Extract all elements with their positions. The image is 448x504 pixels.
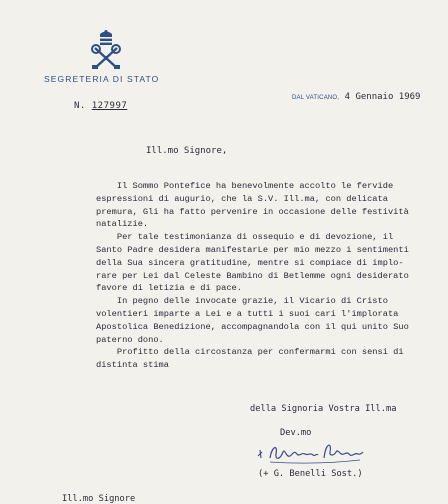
letterhead-office: SEGRETERIA DI STATO — [44, 74, 160, 84]
paragraph: Il Sommo Pontefice ha benevolmente accolto le fervide espressioni di augurio, che la S.V. Ill.ma, con delicata premura, Gli ha fatto pervenire in occasione delle festività natalizie. — [96, 181, 409, 230]
paragraph: Per tale testimonianza di ossequio e di devozione, il Santo Padre desidera manifestarLe per mio mezzo i sentimenti della Sua sincera gratitudine, mentre si compiace di implo- rare per Lei dal Celeste Bambino di Betlemme ogni desiderato favore di letizia e di pace. — [96, 232, 409, 294]
paragraph: In pegno delle invocate grazie, il Vicario di Cristo volentieri imparte a Lei e a tutti i suoi cari l'implorata Apostolica Benedizione, accompagnandola con il qui unito Suo paterno dono. — [96, 296, 409, 345]
signatory-name: (+ G. Benelli Sost.) — [258, 469, 363, 479]
handwritten-signature — [256, 438, 364, 468]
letter-body — [96, 180, 426, 372]
addressee-line: Ill.mo Signore — [62, 494, 136, 504]
date-month-year: Gennaio 1969 — [355, 92, 421, 102]
date-day: 4 — [344, 92, 351, 102]
closing-dev: Dev.mo — [280, 428, 312, 438]
date-place: DAL VATICANO, — [292, 95, 340, 101]
paragraph: Profitto della circostanza per confermarmi con sensi di distinta stima — [96, 347, 404, 371]
protocol-prefix: N. — [74, 101, 86, 111]
protocol-number — [74, 101, 127, 111]
salutation: Ill.mo Signore, — [146, 146, 228, 156]
papal-keys-crest-icon — [88, 30, 124, 72]
letter-date — [292, 92, 420, 102]
closing-formula: della Signoria Vostra Ill.ma — [250, 404, 397, 414]
protocol-value: 127997 — [91, 101, 128, 111]
